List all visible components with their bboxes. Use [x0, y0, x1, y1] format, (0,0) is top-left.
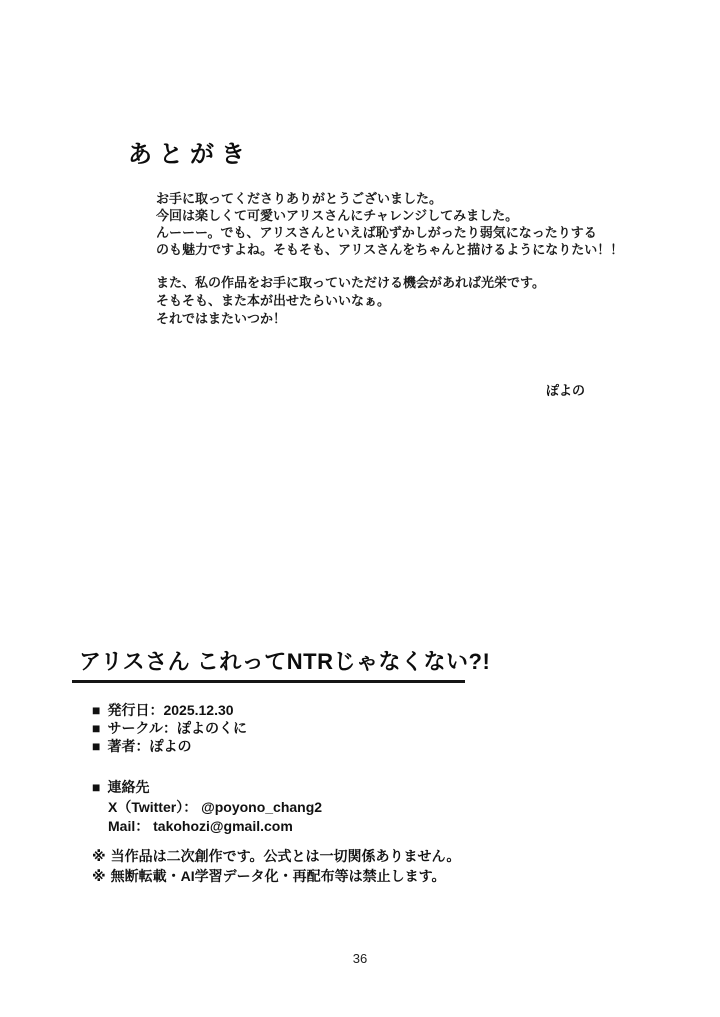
disclaimer-notes: [92, 846, 460, 886]
afterword-line: お手に取ってくださりありがとうございました。: [156, 191, 443, 206]
colophon-item-text: サークル：ぽよのくに: [107, 720, 248, 736]
page-number: 36: [352, 951, 368, 966]
afterword-line: それではまたいつか！: [156, 311, 287, 326]
contact-line-twitter: X（Twitter）： @poyono_chang2: [108, 798, 323, 815]
reference-mark-icon: ※: [92, 848, 106, 864]
disclaimer-text: 無断転載・AI学習データ化・再配布等は禁止します。: [110, 868, 446, 884]
title-underline: [72, 680, 465, 683]
publication-info: [92, 701, 247, 755]
afterword-line: そもそも、また本が出せたらいいなぁ。: [156, 293, 391, 308]
contact-line-mail: Mail： takohozi@gmail.com: [108, 818, 293, 834]
contact-info: [92, 778, 322, 837]
afterword-line: のも魅力ですよね。そもそも、アリスさんをちゃんと描けるようになりたい！！: [156, 242, 624, 257]
colophon-item: [92, 719, 247, 737]
colophon-item: [92, 701, 247, 719]
square-bullet-icon: ■: [92, 779, 101, 795]
disclaimer-note: [92, 846, 460, 866]
disclaimer-note: [92, 866, 460, 886]
afterword-paragraph-1: [156, 190, 623, 258]
square-bullet-icon: ■: [92, 702, 101, 718]
author-signature: ぽよの: [546, 383, 586, 398]
afterword-line: んーーー。でも、アリスさんといえば恥ずかしがったり弱気になったりする: [156, 225, 597, 240]
colophon-item-text: 発行日：2025.12.30: [107, 702, 234, 718]
disclaimer-text: 当作品は二次創作です。公式とは一切関係ありません。: [110, 848, 461, 864]
square-bullet-icon: ■: [92, 720, 101, 736]
book-title: アリスさん これってNTRじゃなくない?!: [79, 649, 491, 674]
reference-mark-icon: ※: [92, 868, 106, 884]
afterword-title: あとがき: [128, 141, 252, 168]
contact-heading: [92, 778, 322, 798]
contact-heading-text: 連絡先: [107, 779, 150, 795]
afterword-line: また、私の作品をお手に取っていただける機会があれば光栄です。: [156, 275, 545, 290]
afterword-paragraph-2: [156, 274, 545, 328]
colophon-item: [92, 737, 247, 755]
afterword-line: 今回は楽しくて可愛いアリスさんにチャレンジしてみました。: [156, 208, 519, 223]
colophon-item-text: 著者：ぽよの: [107, 738, 192, 754]
square-bullet-icon: ■: [92, 738, 101, 754]
